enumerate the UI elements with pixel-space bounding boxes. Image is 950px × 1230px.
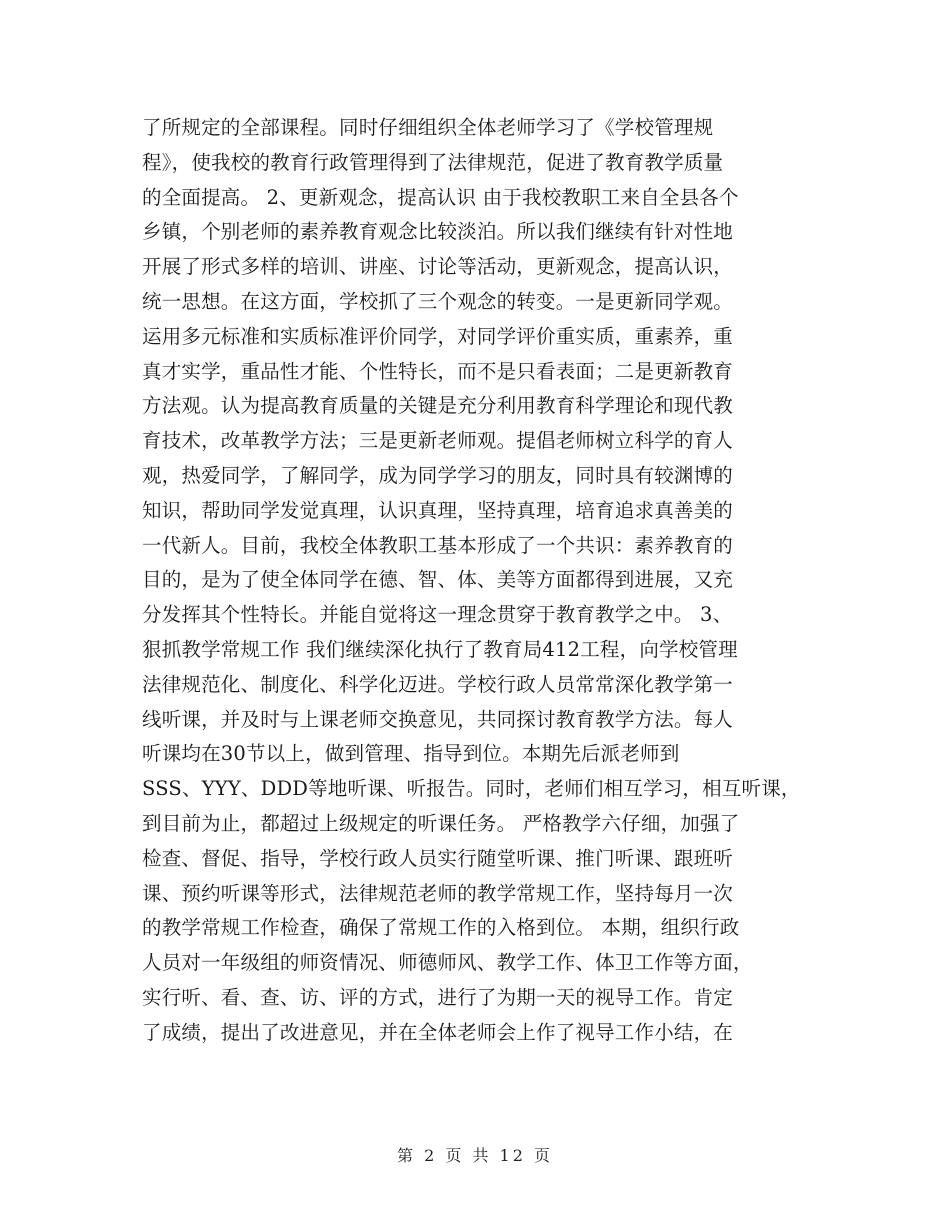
text-line: 实行听、看、查、访、评的方式，进行了为期一天的视导工作。肯定 — [142, 985, 734, 1009]
text-line: 育技术，改革教学方法；三是更新老师观。提倡老师树立科学的育人 — [142, 429, 734, 453]
text-line: 观，热爱同学，了解同学，成为同学学习的朋友，同时具有较渊博的 — [142, 463, 734, 487]
text-line: 开展了形式多样的培训、讲座、讨论等活动，更新观念，提高认识， — [142, 255, 734, 279]
text-line: 的全面提高。 2、更新观念，提高认识 由于我校教职工来自全县各个 — [142, 185, 739, 209]
text-line: 分发挥其个性特长。并能自觉将这一理念贯穿于教育教学之中。 3、 — [142, 603, 733, 627]
text-line: 统一思想。在这方面，学校抓了三个观念的转变。一是更新同学观。 — [142, 289, 734, 313]
body-text — [142, 111, 832, 1051]
text-line: 到目前为止，都超过上级规定的听课任务。 严格教学六仔细，加强了 — [142, 811, 740, 835]
text-line: 乡镇，个别老师的素养教育观念比较淡泊。所以我们继续有针对性地 — [142, 220, 734, 244]
text-line: 法律规范化、制度化、科学化迈进。学校行政人员常常深化教学第一 — [142, 672, 734, 696]
text-line: 一代新人。目前，我校全体教职工基本形成了一个共识：素养教育的 — [142, 533, 734, 557]
text-line: 检查、督促、指导，学校行政人员实行随堂听课、推门听课、跟班听 — [142, 846, 734, 870]
text-line: SSS、YYY、DDD等地听课、听报告。同时，老师们相互学习，相互听课， — [142, 777, 801, 801]
text-line: 了成绩，提出了改进意见，并在全体老师会上作了视导工作小结，在 — [142, 1020, 734, 1044]
text-line: 程》，使我校的教育行政管理得到了法律规范，促进了教育教学质量 — [142, 150, 724, 174]
text-line: 运用多元标准和实质标准评价同学，对同学评价重实质，重素养，重 — [142, 324, 734, 348]
page-number-footer: 第 2 页 共 12 页 — [397, 1146, 553, 1165]
text-line: 的教学常规工作检查，确保了常规工作的入格到位。 本期，组织行政 — [142, 916, 740, 940]
text-line: 课、预约听课等形式，法律规范老师的教学常规工作，坚持每月一次 — [142, 881, 734, 905]
text-line: 线听课，并及时与上课老师交换意见，共同探讨教育教学方法。每人 — [142, 707, 734, 731]
text-line: 目的，是为了使全体同学在德、智、体、美等方面都得到进展，又充 — [142, 568, 734, 592]
text-line: 了所规定的全部课程。同时仔细组织全体老师学习了《学校管理规 — [142, 116, 714, 139]
text-line: 方法观。认为提高教育质量的关键是充分利用教育科学理论和现代教 — [142, 394, 734, 418]
text-line: 真才实学，重品性才能、个性特长，而不是只看表面；二是更新教育 — [142, 359, 734, 383]
text-line: 知识，帮助同学发觉真理，认识真理，坚持真理，培育追求真善美的 — [142, 498, 734, 522]
text-line: 人员对一年级组的师资情况、师德师风、教学工作、体卫工作等方面， — [142, 951, 753, 975]
text-line: 狠抓教学常规工作 我们继续深化执行了教育局412工程，向学校管理 — [142, 637, 738, 661]
text-line: 听课均在30节以上，做到管理、指导到位。本期先后派老师到 — [142, 742, 680, 766]
